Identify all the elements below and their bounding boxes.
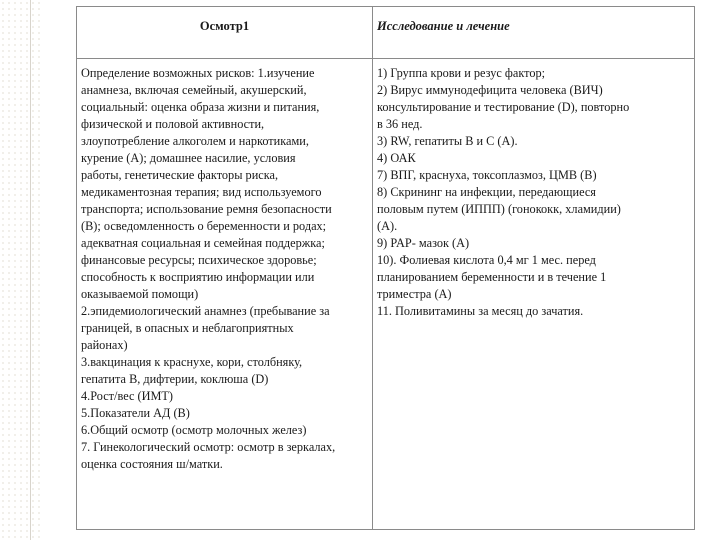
table-body-row [77, 59, 695, 530]
test-item-line: половым путем (ИППП) (гонококк, хламидии) [377, 202, 621, 216]
test-item-line: 3) RW, гепатиты В и С (А). [377, 134, 518, 148]
header-exam: Осмотр1 [77, 7, 373, 59]
test-item-line: планированием беременности и в течение 1 [377, 270, 607, 284]
exam-step-line: 3.вакцинация к краснухе, кори, столбняку, [81, 355, 303, 369]
exam-step-line: 5.Показатели АД (В) [81, 406, 190, 420]
test-item-line: 11. Поливитамины за месяц до зачатия. [377, 304, 584, 318]
exam-step-line: оценка состояния ш/матки. [81, 457, 223, 471]
exam-step-line: оказываемой помощи) [81, 287, 199, 301]
header-tests-treatment: Исследование и лечение [373, 7, 695, 59]
exam-step-line: гепатита В, дифтерии, коклюша (D) [81, 372, 269, 386]
exam-step-line: злоупотребление алкоголем и наркотиками, [81, 134, 309, 148]
exam-step-line: финансовые ресурсы; психическое здоровье; [81, 253, 317, 267]
test-item-line: консультирование и тестирование (D), повторно [377, 100, 630, 114]
test-item-line: триместра (А) [377, 287, 452, 301]
test-item-line: 10). Фолиевая кислота 0,4 мг 1 мес. перед [377, 253, 596, 267]
exam-step-line: границей, в опасных и неблагоприятных [81, 321, 294, 335]
table-header-row [77, 7, 695, 59]
exam-step-line: способность к восприятию информации или [81, 270, 315, 284]
exam-step-line: районах) [81, 338, 128, 352]
exam-step-line: социальный: оценка образа жизни и питания, [81, 100, 320, 114]
exam-step-line: Определение возможных рисков: 1.изучение [81, 66, 315, 80]
test-item-line: 8) Скрининг на инфекции, передающиеся [377, 185, 596, 199]
exam-step-line: адекватная социальная и семейная поддержка; [81, 236, 325, 250]
tests-treatment-cell [373, 59, 695, 530]
exam-step-line: 2.эпидемиологический анамнез (пребывание за [81, 304, 330, 318]
exam-step-line: анамнеза, включая семейный, акушерский, [81, 83, 307, 97]
test-item-line: 7) ВПГ, краснуха, токсоплазмоз, ЦМВ (В) [377, 168, 597, 182]
test-item-line: (А). [377, 219, 398, 233]
exam-step-line: (В); осведомленность о беременности и родах; [81, 219, 327, 233]
test-item-line: 4) ОАК [377, 151, 416, 165]
exam-table [76, 6, 695, 530]
exam-step-line: транспорта; использование ремня безопасности [81, 202, 332, 216]
slide-dotted-pattern [0, 0, 40, 540]
test-item-line: 1) Группа крови и резус фактор; [377, 66, 546, 80]
slide-margin-line [30, 0, 31, 540]
exam-step-line: курение (А); домашнее насилие, условия [81, 151, 296, 165]
exam-step-line: 4.Рост/вес (ИМТ) [81, 389, 174, 403]
exam-step-line: 6.Общий осмотр (осмотр молочных желез) [81, 423, 307, 437]
exam-step-line: медикаментозная терапия; вид используемого [81, 185, 322, 199]
test-item-line: 2) Вирус иммунодефицита человека (ВИЧ) [377, 83, 603, 97]
exam-step-line: работы, генетические факторы риска, [81, 168, 279, 182]
exam-steps-cell [77, 59, 373, 530]
exam-step-line: 7. Гинекологический осмотр: осмотр в зеркалах, [81, 440, 336, 454]
test-item-line: 9) PAP- мазок (А) [377, 236, 470, 250]
test-item-line: в 36 нед. [377, 117, 423, 131]
exam-step-line: физической и половой активности, [81, 117, 265, 131]
